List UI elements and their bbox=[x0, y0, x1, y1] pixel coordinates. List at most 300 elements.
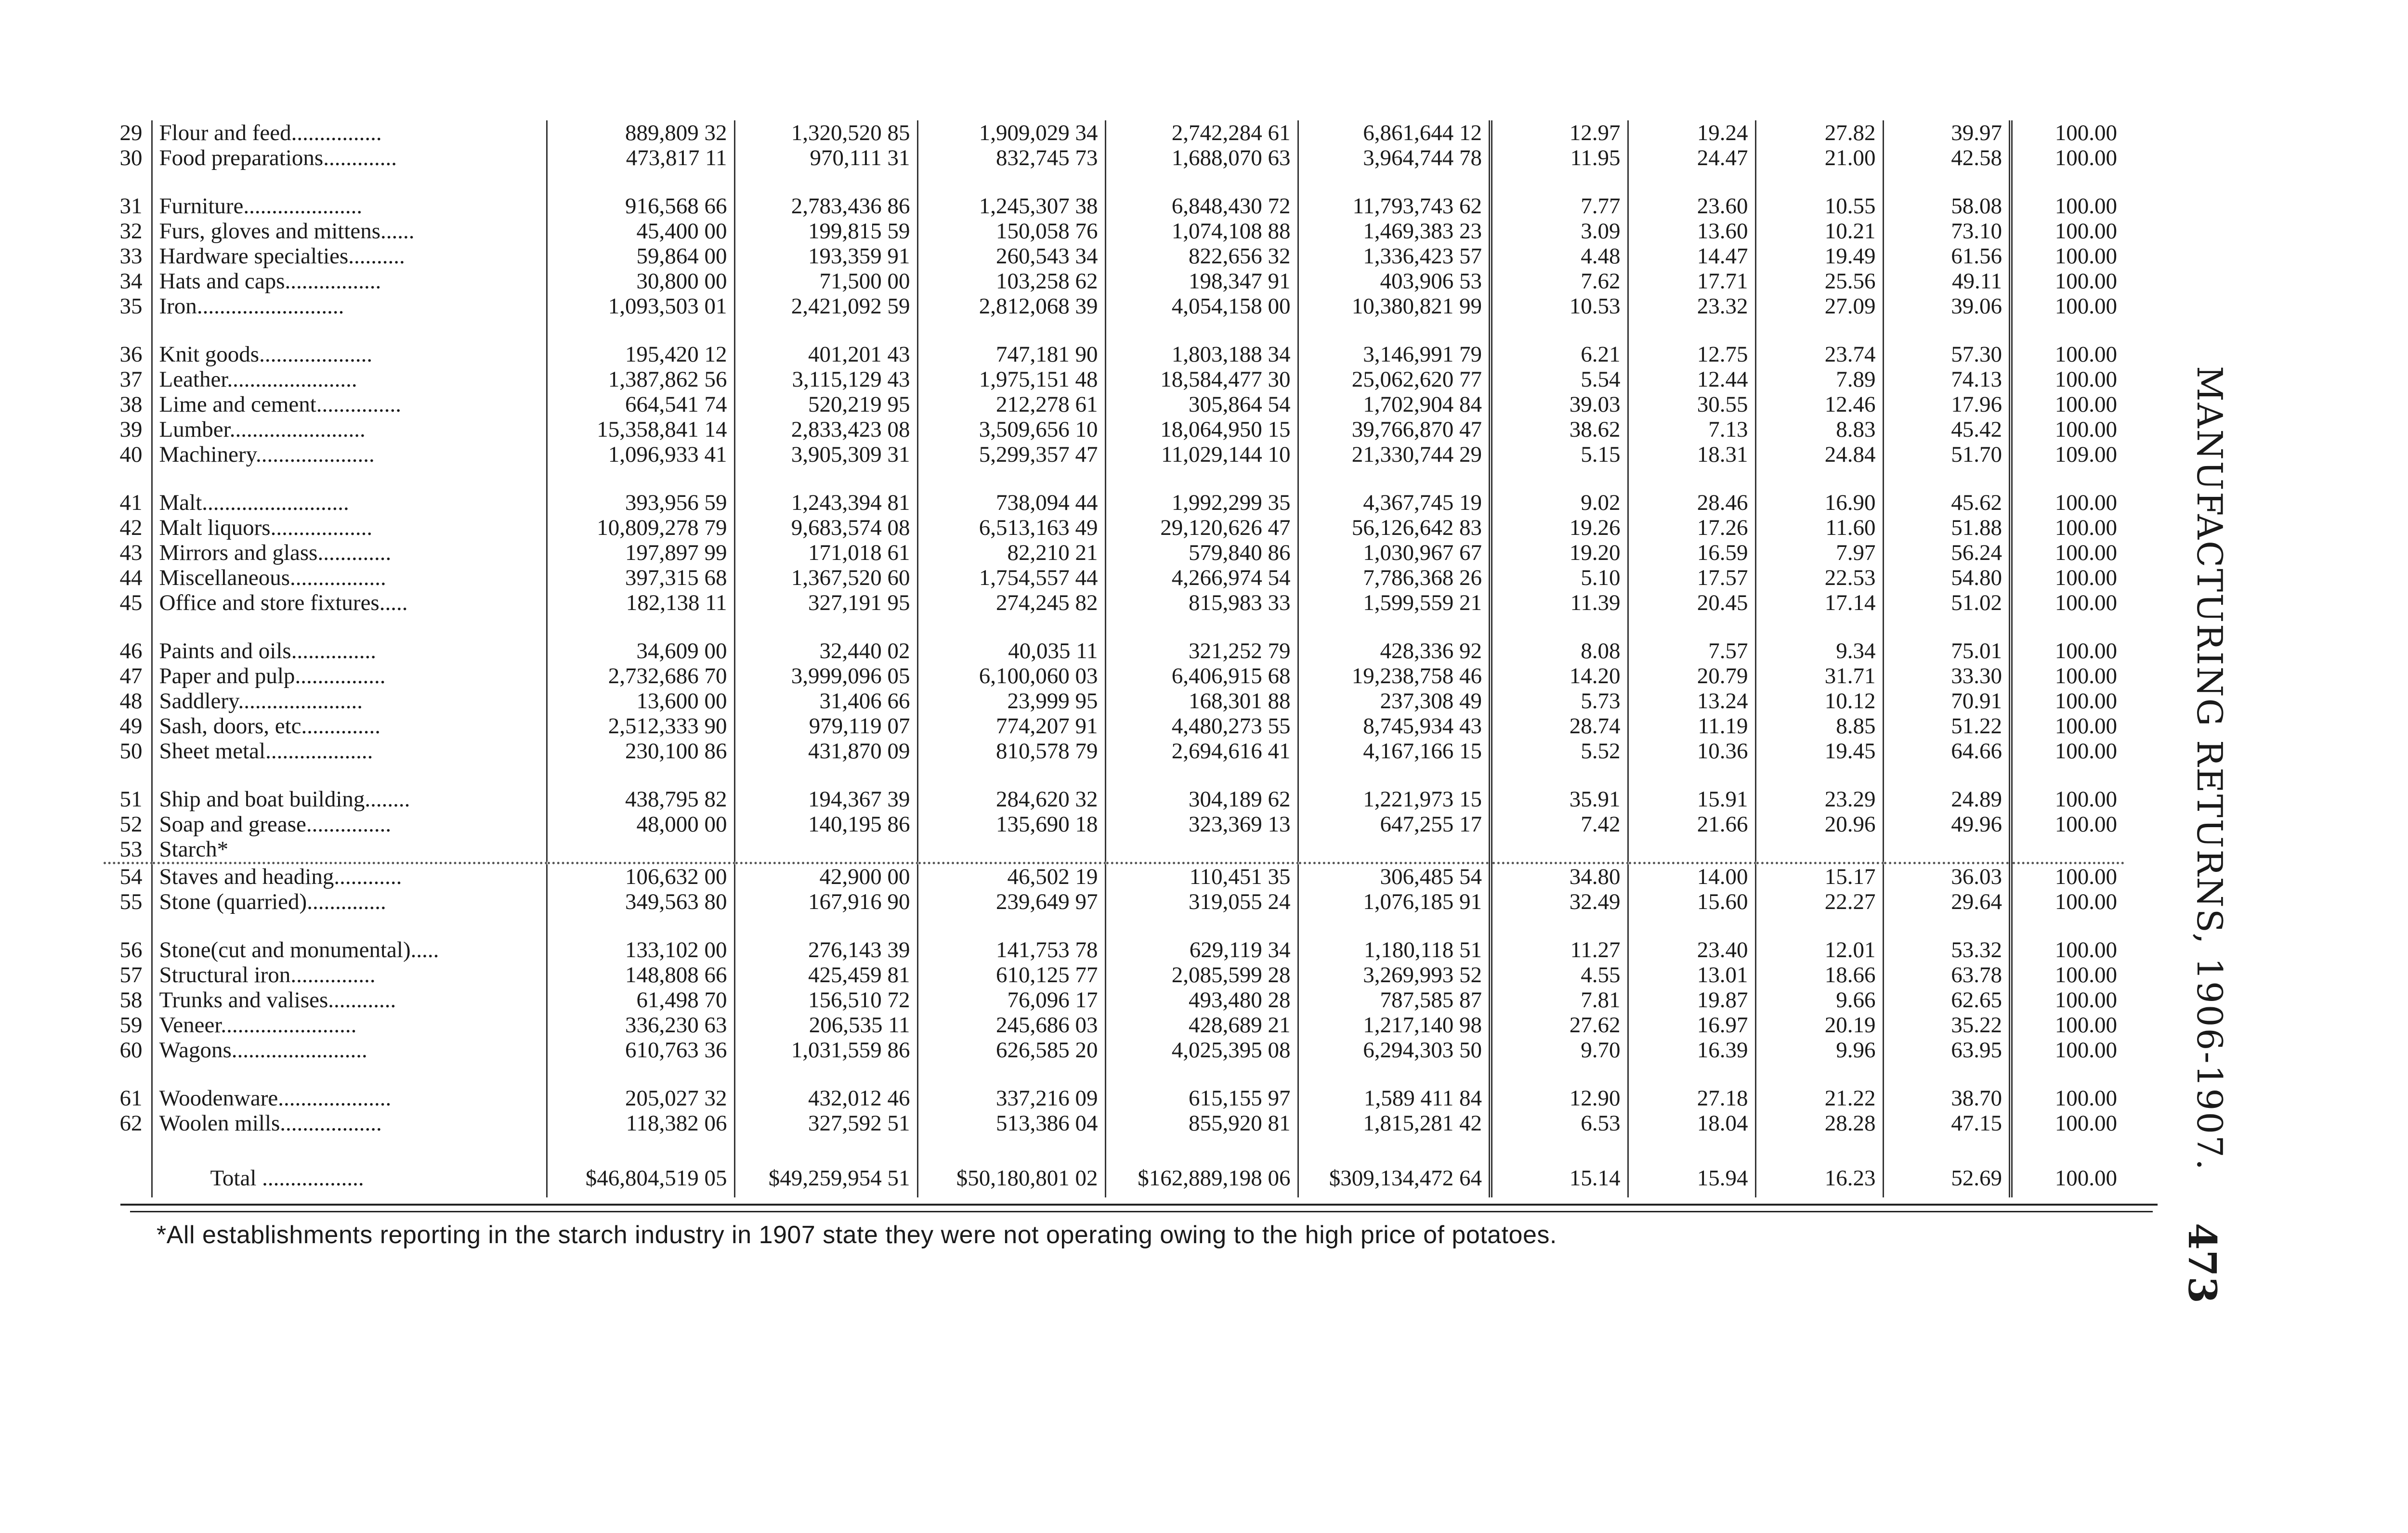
row-number: 43 bbox=[119, 540, 143, 565]
value-cell-c4: 1,688,070 63 bbox=[1105, 145, 1298, 170]
row-number: 51 bbox=[119, 787, 143, 812]
value-cell-c5: 1,599,559 21 bbox=[1298, 590, 1491, 615]
value-cell-c5: 428,336 92 bbox=[1298, 638, 1491, 663]
value-cell-p5: 100.00 bbox=[2011, 590, 2124, 615]
value-cell-c4 bbox=[1105, 837, 1298, 863]
value-cell-p1: 14.20 bbox=[1491, 663, 1628, 689]
value-cell-p3: 11.60 bbox=[1755, 515, 1883, 540]
value-cell-p1: 9.70 bbox=[1491, 1038, 1628, 1063]
value-cell-c3: 103,258 62 bbox=[917, 269, 1105, 294]
value-cell-c2: 32,440 02 bbox=[734, 638, 917, 663]
value-cell-p4: 51.88 bbox=[1883, 515, 2011, 540]
value-cell-p4: 63.95 bbox=[1883, 1038, 2011, 1063]
row-number: 40 bbox=[119, 442, 143, 467]
group-spacer bbox=[104, 1136, 2124, 1159]
value-cell-p3: 17.14 bbox=[1755, 590, 1883, 615]
value-cell-c4: 2,694,616 41 bbox=[1105, 739, 1298, 764]
footnote: *All establishments reporting in the starch industry in 1907 state they were not operating owing to the high price of potatoes. bbox=[157, 1221, 1557, 1249]
table-row bbox=[104, 392, 2124, 417]
value-cell-p5: 100.00 bbox=[2011, 120, 2124, 145]
value-cell-c3: 1,754,557 44 bbox=[917, 565, 1105, 590]
value-cell-p4: 35.22 bbox=[1883, 1013, 2011, 1038]
value-cell-c4: 815,983 33 bbox=[1105, 590, 1298, 615]
industry-name bbox=[152, 244, 547, 269]
dot-leader: .................... bbox=[278, 1086, 392, 1111]
industry-name bbox=[152, 889, 547, 914]
value-cell-c3: 832,745 73 bbox=[917, 145, 1105, 170]
dot-leader: ................ bbox=[291, 120, 382, 145]
value-cell-c3: 1,975,151 48 bbox=[917, 367, 1105, 392]
value-cell-c5: 1,180,118 51 bbox=[1298, 937, 1491, 962]
value-cell-p5: 100.00 bbox=[2011, 663, 2124, 689]
value-cell-c1: 2,512,333 90 bbox=[547, 714, 734, 739]
value-cell-p5: 100.00 bbox=[2011, 863, 2124, 890]
industry-name-text: Lime and cement bbox=[159, 392, 316, 417]
dot-leader: .................. bbox=[270, 515, 373, 540]
industry-name-text: Woodenware bbox=[159, 1086, 278, 1111]
value-cell-c4: 493,480 28 bbox=[1105, 987, 1298, 1013]
value-cell-p5: 100.00 bbox=[2011, 145, 2124, 170]
value-cell-p2: 21.66 bbox=[1628, 812, 1755, 837]
value-cell-c1: 393,956 59 bbox=[547, 490, 734, 515]
value-cell-p4: 45.42 bbox=[1883, 417, 2011, 442]
value-cell-c3: 1,245,307 38 bbox=[917, 194, 1105, 219]
table-row bbox=[104, 120, 2124, 145]
table-row bbox=[104, 269, 2124, 294]
value-cell-p1: 38.62 bbox=[1491, 417, 1628, 442]
value-cell-c3: 337,216 09 bbox=[917, 1086, 1105, 1111]
value-cell-p2: 19.24 bbox=[1628, 120, 1755, 145]
value-cell-p5: 100.00 bbox=[2011, 269, 2124, 294]
value-cell-c3: 3,509,656 10 bbox=[917, 417, 1105, 442]
value-cell-p1: 5.73 bbox=[1491, 689, 1628, 714]
total-cell-p3: 16.23 bbox=[1755, 1159, 1883, 1197]
value-cell-c4: 18,584,477 30 bbox=[1105, 367, 1298, 392]
value-cell-c2: 979,119 07 bbox=[734, 714, 917, 739]
value-cell-p1 bbox=[1491, 837, 1628, 863]
value-cell-c2: 9,683,574 08 bbox=[734, 515, 917, 540]
value-cell-p3: 20.96 bbox=[1755, 812, 1883, 837]
value-cell-p3 bbox=[1755, 837, 1883, 863]
value-cell-c2: 1,031,559 86 bbox=[734, 1038, 917, 1063]
value-cell-c2: 199,815 59 bbox=[734, 219, 917, 244]
industry-name-text: Trunks and valises bbox=[159, 987, 328, 1013]
industry-name-text: Stone (quarried) bbox=[159, 889, 307, 914]
dot-leader: ............... bbox=[291, 638, 376, 663]
value-cell-c3: 141,753 78 bbox=[917, 937, 1105, 962]
table-row bbox=[104, 1086, 2124, 1111]
value-cell-c2: 425,459 81 bbox=[734, 962, 917, 987]
value-cell-p1: 34.80 bbox=[1491, 863, 1628, 890]
value-cell-p2: 17.57 bbox=[1628, 565, 1755, 590]
table-row bbox=[104, 219, 2124, 244]
value-cell-c5: 6,294,303 50 bbox=[1298, 1038, 1491, 1063]
group-spacer bbox=[104, 467, 2124, 490]
industry-name-text: Paints and oils bbox=[159, 638, 291, 663]
value-cell-p3: 18.66 bbox=[1755, 962, 1883, 987]
dot-leader: ............. bbox=[317, 540, 392, 565]
row-number: 37 bbox=[119, 367, 143, 392]
industry-name-text: Woolen mills bbox=[159, 1111, 280, 1136]
value-cell-p3: 15.17 bbox=[1755, 863, 1883, 890]
value-cell-p3: 31.71 bbox=[1755, 663, 1883, 689]
value-cell-c2: 432,012 46 bbox=[734, 1086, 917, 1111]
value-cell-c2: 194,367 39 bbox=[734, 787, 917, 812]
value-cell-p1: 6.21 bbox=[1491, 342, 1628, 367]
value-cell-p5: 100.00 bbox=[2011, 889, 2124, 914]
industry-name bbox=[152, 490, 547, 515]
value-cell-p4: 49.96 bbox=[1883, 812, 2011, 837]
value-cell-p3: 8.83 bbox=[1755, 417, 1883, 442]
value-cell-p4: 54.80 bbox=[1883, 565, 2011, 590]
industry-name-text: Stone(cut and monumental) bbox=[159, 937, 411, 962]
industry-name-text: Mirrors and glass bbox=[159, 540, 318, 565]
value-cell-p3: 20.19 bbox=[1755, 1013, 1883, 1038]
value-cell-c2: 167,916 90 bbox=[734, 889, 917, 914]
value-cell-c1: 197,897 99 bbox=[547, 540, 734, 565]
value-cell-c2: 970,111 31 bbox=[734, 145, 917, 170]
value-cell-c1: 2,732,686 70 bbox=[547, 663, 734, 689]
value-cell-c1: 13,600 00 bbox=[547, 689, 734, 714]
row-number: 49 bbox=[119, 714, 143, 739]
value-cell-c2: 431,870 09 bbox=[734, 739, 917, 764]
dot-leader: ..... bbox=[379, 590, 408, 615]
industry-name bbox=[152, 565, 547, 590]
industry-name bbox=[152, 194, 547, 219]
value-cell-c1: 61,498 70 bbox=[547, 987, 734, 1013]
value-cell-p2: 17.71 bbox=[1628, 269, 1755, 294]
total-cell-c3: $50,180,801 02 bbox=[917, 1159, 1105, 1197]
value-cell-p1: 6.53 bbox=[1491, 1111, 1628, 1136]
value-cell-p2: 16.97 bbox=[1628, 1013, 1755, 1038]
dot-leader: ...................... bbox=[238, 689, 363, 714]
row-number: 55 bbox=[119, 889, 143, 914]
value-cell-c3: 626,585 20 bbox=[917, 1038, 1105, 1063]
value-cell-p2: 15.60 bbox=[1628, 889, 1755, 914]
value-cell-c5: 1,076,185 91 bbox=[1298, 889, 1491, 914]
industry-name bbox=[152, 863, 547, 890]
value-cell-p2: 24.47 bbox=[1628, 145, 1755, 170]
value-cell-p5: 100.00 bbox=[2011, 937, 2124, 962]
industry-name bbox=[152, 937, 547, 962]
value-cell-p2: 14.00 bbox=[1628, 863, 1755, 890]
value-cell-c1: 48,000 00 bbox=[547, 812, 734, 837]
group-spacer bbox=[104, 1063, 2124, 1086]
dot-leader: ..... bbox=[410, 937, 439, 962]
value-cell-c5: 11,793,743 62 bbox=[1298, 194, 1491, 219]
value-cell-p4: 73.10 bbox=[1883, 219, 2011, 244]
value-cell-c1: 34,609 00 bbox=[547, 638, 734, 663]
value-cell-c2: 401,201 43 bbox=[734, 342, 917, 367]
value-cell-c3: 738,094 44 bbox=[917, 490, 1105, 515]
table-row bbox=[104, 565, 2124, 590]
value-cell-p2: 27.18 bbox=[1628, 1086, 1755, 1111]
value-cell-p2: 14.47 bbox=[1628, 244, 1755, 269]
row-number: 45 bbox=[119, 590, 143, 615]
industry-name bbox=[152, 540, 547, 565]
value-cell-c4: 304,189 62 bbox=[1105, 787, 1298, 812]
value-cell-c2: 193,359 91 bbox=[734, 244, 917, 269]
value-cell-p4: 29.64 bbox=[1883, 889, 2011, 914]
value-cell-c4: 1,074,108 88 bbox=[1105, 219, 1298, 244]
value-cell-c2: 1,243,394 81 bbox=[734, 490, 917, 515]
table-row bbox=[104, 294, 2124, 319]
dot-leader: ........................ bbox=[229, 417, 366, 442]
value-cell-p2: 23.32 bbox=[1628, 294, 1755, 319]
value-cell-c4: 822,656 32 bbox=[1105, 244, 1298, 269]
value-cell-p4: 64.66 bbox=[1883, 739, 2011, 764]
value-cell-c1: 205,027 32 bbox=[547, 1086, 734, 1111]
value-cell-c1 bbox=[547, 837, 734, 863]
value-cell-c2: 206,535 11 bbox=[734, 1013, 917, 1038]
value-cell-p5: 100.00 bbox=[2011, 367, 2124, 392]
value-cell-c1: 349,563 80 bbox=[547, 889, 734, 914]
row-number bbox=[104, 1159, 152, 1197]
value-cell-c2: 276,143 39 bbox=[734, 937, 917, 962]
table-row bbox=[104, 638, 2124, 663]
row-number: 53 bbox=[104, 837, 152, 863]
table-row bbox=[104, 540, 2124, 565]
row-number: 54 bbox=[119, 864, 143, 889]
value-cell-p2: 13.24 bbox=[1628, 689, 1755, 714]
value-cell-p5: 100.00 bbox=[2011, 392, 2124, 417]
value-cell-p5: 100.00 bbox=[2011, 540, 2124, 565]
value-cell-p5: 100.00 bbox=[2011, 689, 2124, 714]
dot-leader: .................. bbox=[256, 1166, 364, 1191]
dot-leader: ...... bbox=[380, 219, 415, 244]
industry-name-text: Structural iron bbox=[159, 962, 291, 987]
value-cell-p1: 19.20 bbox=[1491, 540, 1628, 565]
value-cell-p4: 51.02 bbox=[1883, 590, 2011, 615]
table-row bbox=[104, 987, 2124, 1013]
value-cell-c5: 1,030,967 67 bbox=[1298, 540, 1491, 565]
value-cell-p1: 11.39 bbox=[1491, 590, 1628, 615]
value-cell-p2: 19.87 bbox=[1628, 987, 1755, 1013]
value-cell-p3: 12.01 bbox=[1755, 937, 1883, 962]
value-cell-p1: 10.53 bbox=[1491, 294, 1628, 319]
value-cell-c4: 321,252 79 bbox=[1105, 638, 1298, 663]
industry-name bbox=[152, 714, 547, 739]
value-cell-c3: 260,543 34 bbox=[917, 244, 1105, 269]
value-cell-p2: 16.39 bbox=[1628, 1038, 1755, 1063]
value-cell-c3: 82,210 21 bbox=[917, 540, 1105, 565]
industry-name-text: Iron bbox=[159, 294, 197, 319]
industry-name bbox=[152, 739, 547, 764]
row-number: 58 bbox=[119, 987, 143, 1013]
industry-name bbox=[152, 837, 547, 863]
value-cell-c3: 284,620 32 bbox=[917, 787, 1105, 812]
value-cell-c4: 11,029,144 10 bbox=[1105, 442, 1298, 467]
value-cell-p1: 7.42 bbox=[1491, 812, 1628, 837]
row-number: 35 bbox=[119, 294, 143, 319]
value-cell-p5: 100.00 bbox=[2011, 417, 2124, 442]
industry-name-text: Furs, gloves and mittens bbox=[159, 219, 381, 244]
value-cell-p3: 12.46 bbox=[1755, 392, 1883, 417]
value-cell-c4: 323,369 13 bbox=[1105, 812, 1298, 837]
row-number: 48 bbox=[119, 689, 143, 714]
value-cell-c2: 2,833,423 08 bbox=[734, 417, 917, 442]
value-cell-c3: 2,812,068 39 bbox=[917, 294, 1105, 319]
industry-name-text: Office and store fixtures bbox=[159, 590, 380, 615]
value-cell-p1: 11.27 bbox=[1491, 937, 1628, 962]
value-cell-c5: 56,126,642 83 bbox=[1298, 515, 1491, 540]
value-cell-p1: 27.62 bbox=[1491, 1013, 1628, 1038]
table-row bbox=[104, 937, 2124, 962]
value-cell-c1: 230,100 86 bbox=[547, 739, 734, 764]
value-cell-c3: 239,649 97 bbox=[917, 889, 1105, 914]
industry-name bbox=[152, 392, 547, 417]
industry-name-text: Wagons bbox=[159, 1038, 232, 1063]
value-cell-c4: 29,120,626 47 bbox=[1105, 515, 1298, 540]
total-cell-p4: 52.69 bbox=[1883, 1159, 2011, 1197]
industry-name-text: Hats and caps bbox=[159, 269, 285, 294]
table-row bbox=[104, 367, 2124, 392]
value-cell-p2: 13.60 bbox=[1628, 219, 1755, 244]
value-cell-c3: 40,035 11 bbox=[917, 638, 1105, 663]
value-cell-p5: 100.00 bbox=[2011, 787, 2124, 812]
industry-name bbox=[152, 689, 547, 714]
row-number: 44 bbox=[119, 565, 143, 590]
value-cell-p2: 20.79 bbox=[1628, 663, 1755, 689]
value-cell-c3: 6,100,060 03 bbox=[917, 663, 1105, 689]
value-cell-p5: 100.00 bbox=[2011, 515, 2124, 540]
group-spacer bbox=[104, 764, 2124, 787]
value-cell-p2: 13.01 bbox=[1628, 962, 1755, 987]
industry-name-text: Knit goods bbox=[159, 342, 260, 367]
manufacturing-returns-table bbox=[104, 120, 2124, 1197]
value-cell-c2: 2,421,092 59 bbox=[734, 294, 917, 319]
value-cell-p5: 100.00 bbox=[2011, 987, 2124, 1013]
value-cell-c1: 30,800 00 bbox=[547, 269, 734, 294]
value-cell-c2: 3,115,129 43 bbox=[734, 367, 917, 392]
value-cell-p3: 7.89 bbox=[1755, 367, 1883, 392]
value-cell-c5: 3,964,744 78 bbox=[1298, 145, 1491, 170]
value-cell-p4: 53.32 bbox=[1883, 937, 2011, 962]
industry-name bbox=[152, 342, 547, 367]
row-number: 52 bbox=[119, 812, 143, 837]
dot-leader: ............ bbox=[334, 864, 402, 889]
industry-name bbox=[152, 269, 547, 294]
row-number: 32 bbox=[119, 219, 143, 244]
value-cell-c3: 23,999 95 bbox=[917, 689, 1105, 714]
industry-name bbox=[152, 812, 547, 837]
value-cell-c1: 1,387,862 56 bbox=[547, 367, 734, 392]
value-cell-p3: 21.22 bbox=[1755, 1086, 1883, 1111]
table-row bbox=[104, 837, 2124, 863]
industry-name-text: Ship and boat building bbox=[159, 787, 365, 812]
table-row bbox=[104, 787, 2124, 812]
industry-name bbox=[152, 145, 547, 170]
value-cell-c5: 8,745,934 43 bbox=[1298, 714, 1491, 739]
value-cell-c4: 629,119 34 bbox=[1105, 937, 1298, 962]
dot-leader: .................... bbox=[259, 342, 373, 367]
value-cell-p1: 7.77 bbox=[1491, 194, 1628, 219]
value-cell-p4 bbox=[1883, 837, 2011, 863]
table-row bbox=[104, 1038, 2124, 1063]
value-cell-c5: 306,485 54 bbox=[1298, 863, 1491, 890]
value-cell-c1: 610,763 36 bbox=[547, 1038, 734, 1063]
value-cell-c5: 39,766,870 47 bbox=[1298, 417, 1491, 442]
value-cell-c4: 855,920 81 bbox=[1105, 1111, 1298, 1136]
value-cell-c1: 889,809 32 bbox=[547, 120, 734, 145]
industry-name bbox=[152, 1013, 547, 1038]
value-cell-c1: 664,541 74 bbox=[547, 392, 734, 417]
value-cell-p1: 19.26 bbox=[1491, 515, 1628, 540]
value-cell-p3: 22.27 bbox=[1755, 889, 1883, 914]
dot-leader: ................ bbox=[295, 663, 386, 689]
value-cell-p2: 23.40 bbox=[1628, 937, 1755, 962]
group-spacer bbox=[104, 615, 2124, 638]
value-cell-p5: 100.00 bbox=[2011, 244, 2124, 269]
total-cell-p1: 15.14 bbox=[1491, 1159, 1628, 1197]
dot-leader: ....................... bbox=[227, 367, 357, 392]
value-cell-p3: 28.28 bbox=[1755, 1111, 1883, 1136]
dot-leader: ..................... bbox=[243, 194, 363, 219]
value-cell-p4: 56.24 bbox=[1883, 540, 2011, 565]
dot-leader: ............. bbox=[323, 145, 397, 170]
value-cell-p4: 51.22 bbox=[1883, 714, 2011, 739]
value-cell-c4: 168,301 88 bbox=[1105, 689, 1298, 714]
value-cell-c3: 1,909,029 34 bbox=[917, 120, 1105, 145]
table-row bbox=[104, 1111, 2124, 1136]
row-number: 30 bbox=[119, 145, 143, 170]
value-cell-p3: 16.90 bbox=[1755, 490, 1883, 515]
row-number: 59 bbox=[119, 1013, 143, 1038]
value-cell-c3: 274,245 82 bbox=[917, 590, 1105, 615]
value-cell-p5: 100.00 bbox=[2011, 294, 2124, 319]
value-cell-p2 bbox=[1628, 837, 1755, 863]
value-cell-p2: 10.36 bbox=[1628, 739, 1755, 764]
value-cell-c3 bbox=[917, 837, 1105, 863]
value-cell-p3: 22.53 bbox=[1755, 565, 1883, 590]
row-number: 36 bbox=[119, 342, 143, 367]
dot-leader: ..................... bbox=[256, 442, 375, 467]
value-cell-c1: 59,864 00 bbox=[547, 244, 734, 269]
industry-name bbox=[152, 1111, 547, 1136]
value-cell-c4: 4,025,395 08 bbox=[1105, 1038, 1298, 1063]
industry-name bbox=[152, 590, 547, 615]
table-row bbox=[104, 590, 2124, 615]
value-cell-c5: 1,221,973 15 bbox=[1298, 787, 1491, 812]
value-cell-c2: 3,905,309 31 bbox=[734, 442, 917, 467]
value-cell-c2: 1,367,520 60 bbox=[734, 565, 917, 590]
row-number: 39 bbox=[119, 417, 143, 442]
table-row bbox=[104, 515, 2124, 540]
industry-name bbox=[152, 1038, 547, 1063]
running-header: MANUFACTURING RETURNS, 1906-1907. bbox=[2189, 366, 2230, 1171]
value-cell-p3: 9.66 bbox=[1755, 987, 1883, 1013]
value-cell-p3: 21.00 bbox=[1755, 145, 1883, 170]
industry-name bbox=[152, 663, 547, 689]
value-cell-c1: 182,138 11 bbox=[547, 590, 734, 615]
value-cell-c4: 305,864 54 bbox=[1105, 392, 1298, 417]
value-cell-p3: 27.82 bbox=[1755, 120, 1883, 145]
row-number: 47 bbox=[119, 663, 143, 689]
value-cell-p3: 23.74 bbox=[1755, 342, 1883, 367]
value-cell-c5: 10,380,821 99 bbox=[1298, 294, 1491, 319]
value-cell-p4: 58.08 bbox=[1883, 194, 2011, 219]
industry-name bbox=[152, 120, 547, 145]
value-cell-p1: 5.10 bbox=[1491, 565, 1628, 590]
group-spacer bbox=[104, 319, 2124, 342]
value-cell-c4: 6,406,915 68 bbox=[1105, 663, 1298, 689]
table-row bbox=[104, 739, 2124, 764]
value-cell-c5: 21,330,744 29 bbox=[1298, 442, 1491, 467]
value-cell-c2: 71,500 00 bbox=[734, 269, 917, 294]
value-cell-p2: 30.55 bbox=[1628, 392, 1755, 417]
value-cell-p3: 7.97 bbox=[1755, 540, 1883, 565]
value-cell-p5: 100.00 bbox=[2011, 194, 2124, 219]
